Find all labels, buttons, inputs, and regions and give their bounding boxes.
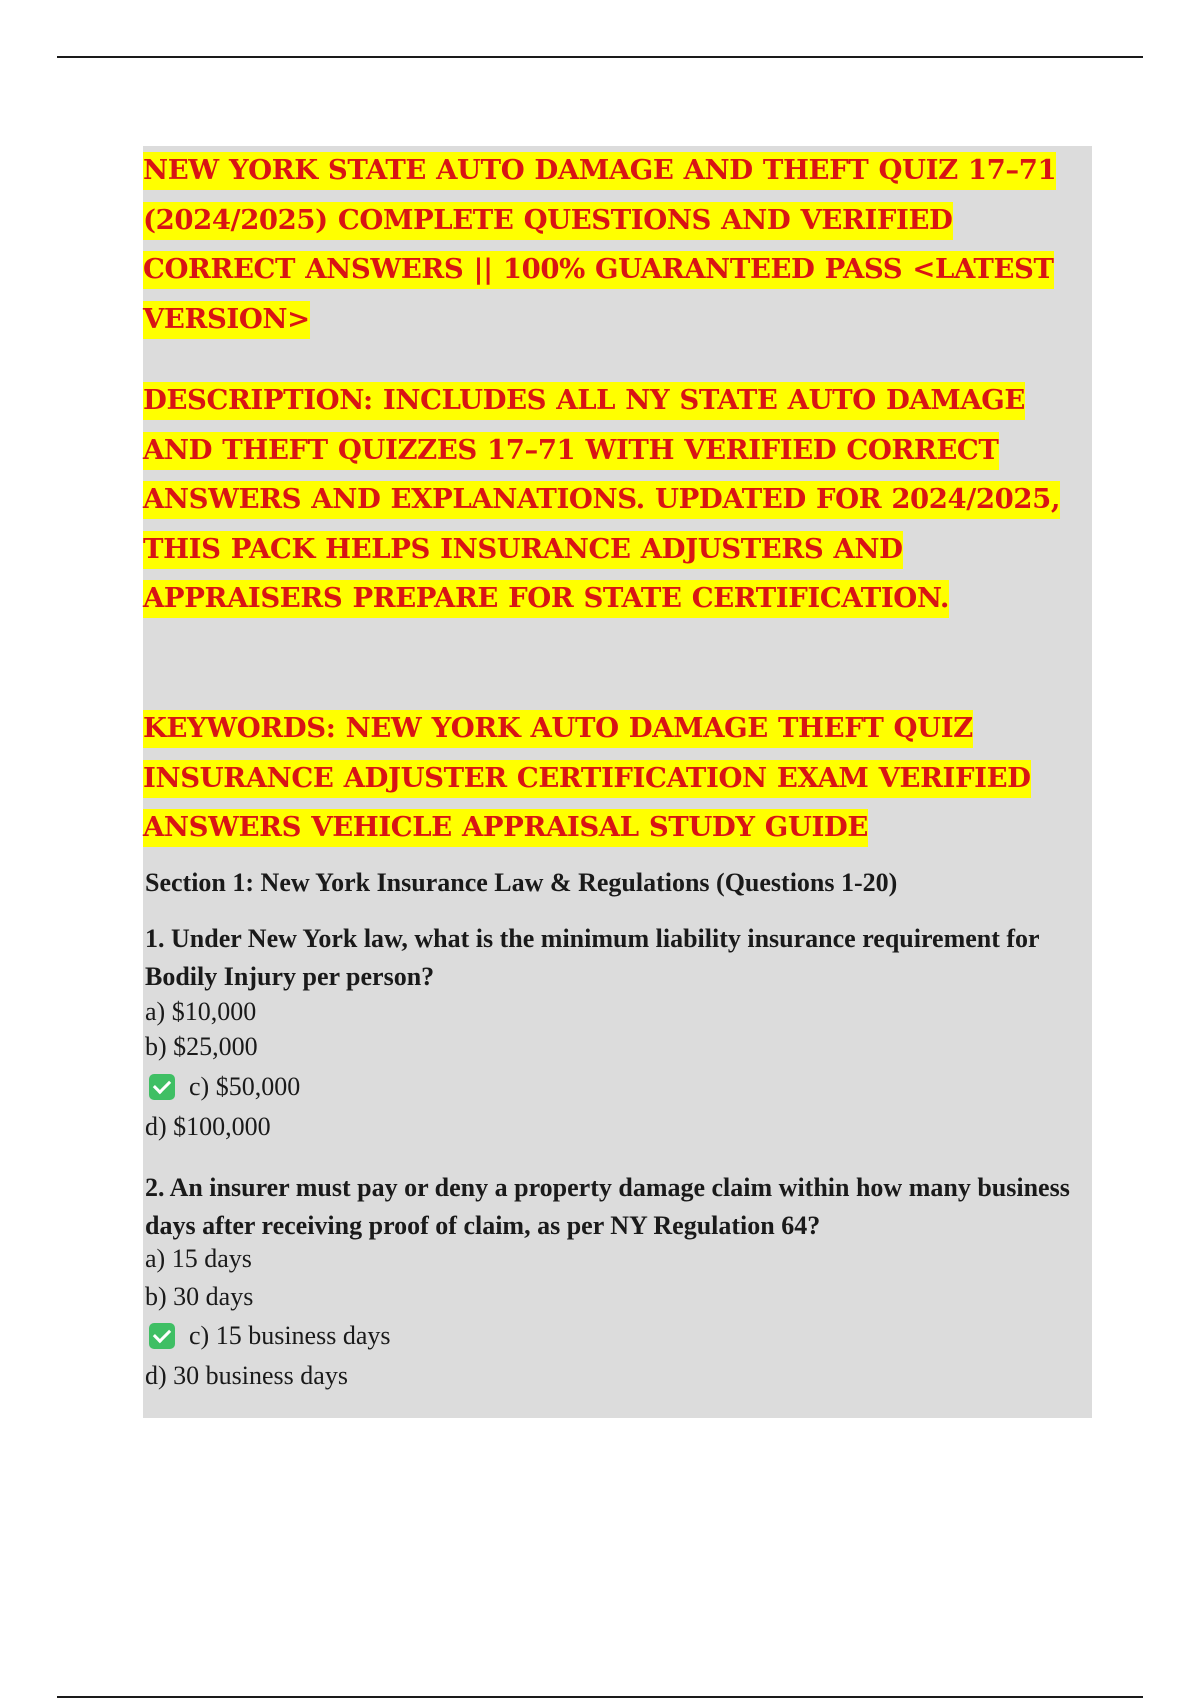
question-2-option-d <box>145 1361 348 1391</box>
document-keywords-text: KEYWORDS: NEW YORK AUTO DAMAGE THEFT QUIZ INSURANCE ADJUSTER CERTIFICATION EXAM VERIFIED ANSWERS VEHICLE APPRAISAL STUDY GUIDE <box>143 710 1031 847</box>
option-label: a) 15 days <box>145 1244 252 1273</box>
document-title-text: NEW YORK STATE AUTO DAMAGE AND THEFT QUIZ 17–71 (2024/2025) COMPLETE QUESTIONS AND VERIFIED CORRECT ANSWERS || 100% GUARANTEED PASS <LATEST VERSION> <box>143 152 1056 339</box>
document-title <box>143 146 1092 344</box>
question-1-text: 1. Under New York law, what is the minimum liability insurance requirement for Bodily Injury per person? <box>145 924 1040 991</box>
question-2-text: 2. An insurer must pay or deny a property damage claim within how many business days after receiving proof of claim, as per NY Regulation 64? <box>145 1173 1070 1240</box>
option-label: d) 30 business days <box>145 1361 348 1390</box>
document-description-text: DESCRIPTION: INCLUDES ALL NY STATE AUTO DAMAGE AND THEFT QUIZZES 17–71 WITH VERIFIED CORRECT ANSWERS AND EXPLANATIONS. UPDATED FOR 2024/2025, THIS PACK HELPS INSURANCE ADJUSTERS AND APPRAISERS PREPARE FOR STATE CERTIFICATION. <box>143 382 1060 618</box>
option-label: a) $10,000 <box>145 997 257 1026</box>
question-2-option-a <box>145 1244 252 1274</box>
option-label: c) 15 business days <box>189 1321 391 1350</box>
option-label: b) 30 days <box>145 1282 254 1311</box>
option-label: b) $25,000 <box>145 1032 258 1061</box>
document-content <box>143 146 1092 1418</box>
question-2-option-c <box>145 1321 390 1351</box>
question-2-option-b <box>145 1282 253 1312</box>
section-heading: Section 1: New York Insurance Law & Regulations (Questions 1-20) <box>145 868 898 897</box>
question-1-option-b <box>145 1032 258 1062</box>
question-1-option-d <box>145 1112 271 1142</box>
footer-rule <box>57 1696 1143 1698</box>
question-1-option-c <box>145 1072 300 1102</box>
option-label: c) $50,000 <box>189 1072 301 1101</box>
document-description <box>143 376 1092 624</box>
question-1-option-a <box>145 997 256 1027</box>
option-label: d) $100,000 <box>145 1112 271 1141</box>
document-keywords <box>143 704 1092 853</box>
header-rule <box>57 56 1143 58</box>
check-mark-icon <box>149 1074 175 1100</box>
check-mark-icon <box>149 1323 175 1349</box>
